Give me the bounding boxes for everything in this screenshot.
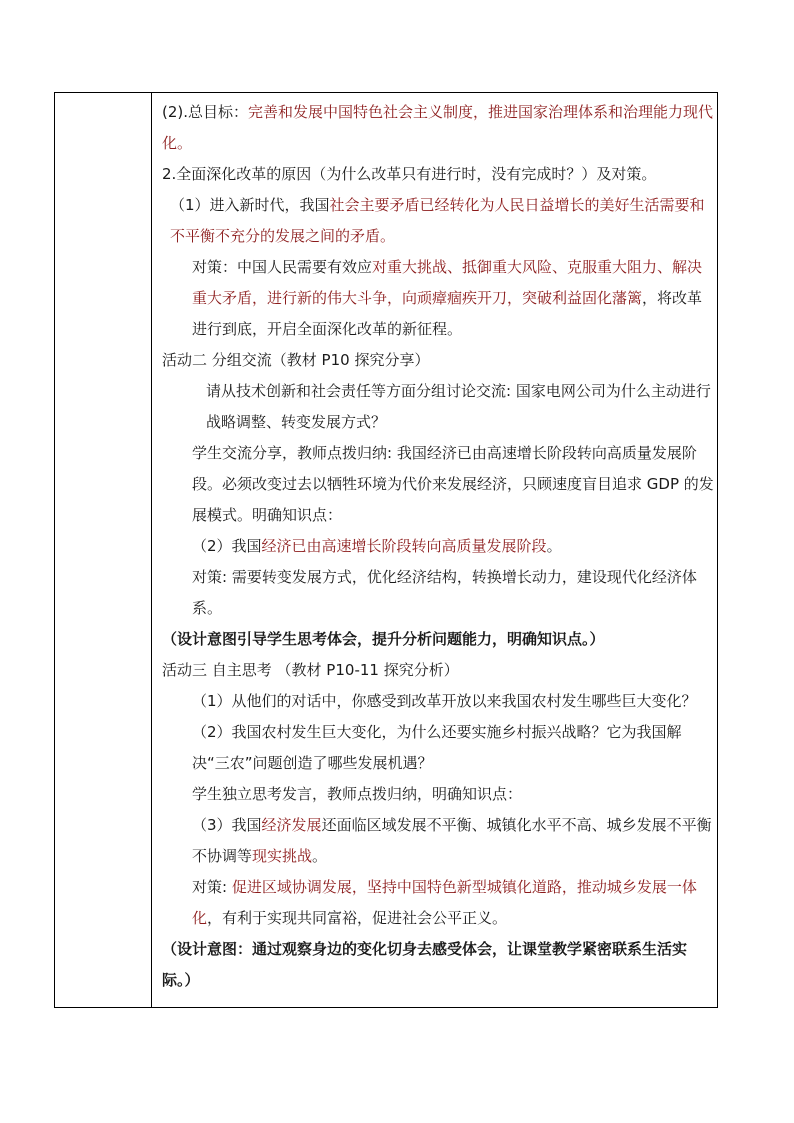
goal-line: (2).总目标：完善和发展中国特色社会主义制度，推进国家治理体系和治理能力现代化。 [162, 103, 714, 152]
activity-2-question: 请从技术创新和社会责任等方面分组讨论交流: 国家电网公司为什么主动进行战略调整、转变发展方式？ [206, 382, 711, 431]
point-1: （1）进入新时代，我国社会主要矛盾已经转化为人民日益增长的美好生活需要和不平衡不充分的发展之间的矛盾。 [170, 196, 705, 245]
point-2: （2）我国经济已由高速增长阶段转向高质量发展阶段。 [192, 537, 562, 555]
countermeasure-1: 对策：中国人民需要有效应对重大挑战、抵御重大风险、克服重大阻力、解决重大矛盾，进行新的伟大斗争，向顽瘴痼疾开刀，突破利益固化藩篱，将改革进行到底，开启全面深化改革的新征程。 [192, 258, 703, 338]
countermeasure-2: 对策: 需要转变发展方式，优化经济结构，转换增长动力，建设现代化经济体系。 [192, 568, 697, 617]
column-divider [151, 93, 152, 1007]
lesson-content [162, 97, 714, 996]
point-3: （3）我国经济发展还面临区域发展不平衡、城镇化水平不高、城乡发展不平衡不协调等现实挑战。 [192, 816, 712, 865]
activity-3-question-1: （1）从他们的对话中，你感受到改革开放以来我国农村发生哪些巨大变化？ [192, 692, 697, 710]
activity-2-summary: 学生交流分享，教师点拨归纳: 我国经济已由高速增长阶段转向高质量发展阶段。必须改变过去以牺牲环境为代价来发展经济，只顾速度盲目追求 GDP 的发展模式。明确知识点： [192, 444, 714, 524]
reason-heading: 2.全面深化改革的原因（为什么改革只有进行时，没有完成时？）及对策。 [162, 165, 657, 183]
countermeasure-3: 对策: 促进区域协调发展，坚持中国特色新型城镇化道路，推动城乡发展一体化，有利于实现共同富裕，促进社会公平正义。 [192, 878, 697, 927]
lesson-table [54, 92, 718, 1008]
activity-3-heading: 活动三 自主思考 （教材 P10-11 探究分析） [162, 661, 459, 679]
design-intent-1: （设计意图引导学生思考体会，提升分析问题能力，明确知识点。） [162, 630, 605, 648]
activity-3-summary: 学生独立思考发言，教师点拨归纳，明确知识点： [192, 785, 523, 803]
design-intent-2: （设计意图：通过观察身边的变化切身去感受体会，让课堂教学紧密联系生活实际。） [162, 940, 688, 989]
activity-3-question-2: （2）我国农村发生巨大变化，为什么还要实施乡村振兴战略？它为我国解决“三农”问题创造了哪些发展机遇？ [192, 723, 682, 772]
activity-2-heading: 活动二 分组交流（教材 P10 探究分享） [162, 351, 430, 369]
